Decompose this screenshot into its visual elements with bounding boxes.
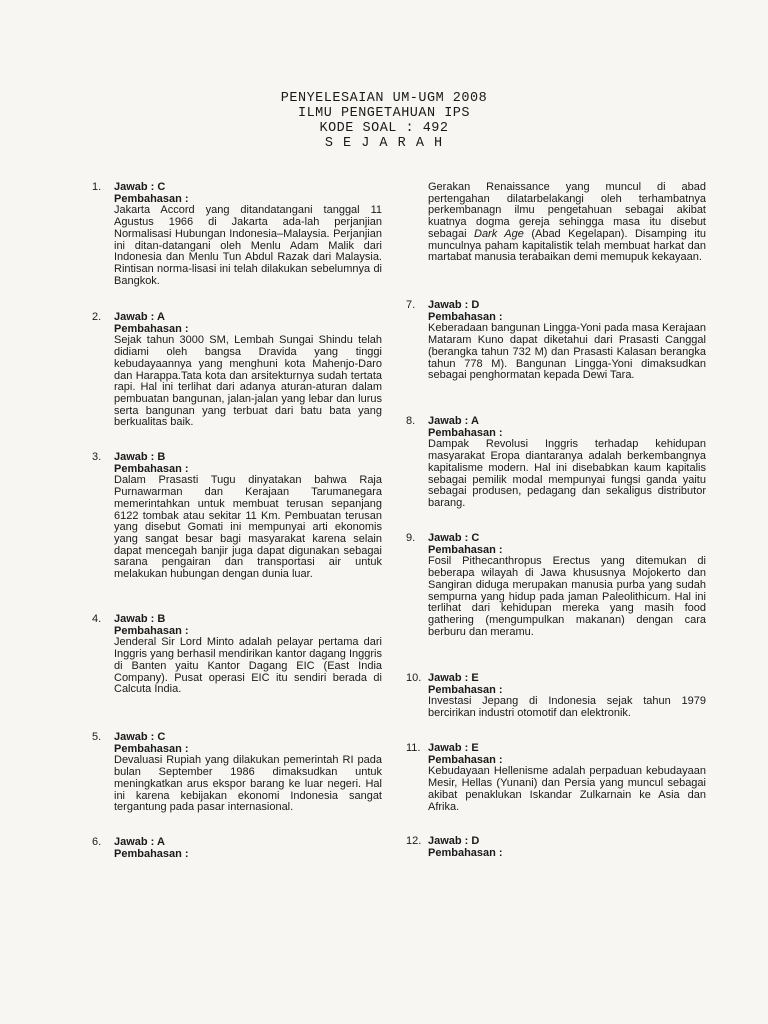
answer-key: Jawab : E <box>428 672 479 684</box>
explanation-label: Pembahasan : <box>114 322 189 335</box>
answer-item-12 <box>406 836 706 859</box>
answer-item-11 <box>406 743 706 813</box>
continued-text-italic: Dark Age <box>474 227 524 240</box>
item-number: 8. <box>406 415 416 427</box>
explanation-label: Pembahasan : <box>114 624 189 637</box>
answer-key: Jawab : A <box>114 311 165 323</box>
header-section: S E J A R A H <box>324 136 444 151</box>
answer-key: Jawab : C <box>114 181 166 193</box>
item-number: 1. <box>92 181 102 193</box>
continued-text-after: (Abad Kegelapan). Disamping itu munculnya paham kapitalistik telah membuat harkat dan martabat manusia terabaikan demi memupuk kekayaan. <box>428 227 706 264</box>
answer-item-2 <box>92 312 382 429</box>
answer-item-5 <box>92 732 382 814</box>
explanation-text: Devaluasi Rupiah yang dilakukan pemerintah RI pada bulan September 1986 dimaksudkan untuk meningkatkan arus ekspor barang ke luar negeri. Hal ini karena kebijakan ekonomi Indonesia sangat tergantung pada pasar internasional. <box>114 754 382 814</box>
answer-key: Jawab : C <box>428 532 480 544</box>
explanation-label: Pembahasan : <box>428 426 503 439</box>
answer-item-3 <box>92 452 382 581</box>
explanation-label: Pembahasan : <box>114 742 189 755</box>
item-number: 7. <box>406 299 416 311</box>
answer-item-8 <box>406 416 706 510</box>
explanation-text: Investasi Jepang di Indonesia sejak tahun 1979 bercirikan industri otomotif dan elektronik. <box>428 695 706 720</box>
answer-key: Jawab : E <box>428 742 479 754</box>
header-title: PENYELESAIAN UM-UGM 2008 <box>280 91 488 106</box>
item-number: 2. <box>92 311 102 323</box>
explanation-label: Pembahasan : <box>114 192 189 205</box>
explanation-text: Kebudayaan Hellenisme adalah perpaduan kebudayaan Mesir, Hellas (Yunani) dan Persia yang muncul sebagai akibat penaklukan Iskandar Zulkarnain ke Asia dan Afrika. <box>428 765 706 813</box>
answer-item-9 <box>406 533 706 638</box>
explanation-label: Pembahasan : <box>428 310 503 323</box>
explanation-text: Dalam Prasasti Tugu dinyatakan bahwa Raja Purnawarman dan Kerajaan Tarumanegara memerintahkan untuk membuat terusan sepanjang 6122 tombak atau sekitar 11 Km. Pembuatan terusan yang disebut Gomati ini mempunyai arti ekonomis yang sangat besar bagi masyarakat karena selain dapat mencegah banjir juga dapat digunakan sebagai sarana pengairan dan transportasi air untuk melakukan hubungan dengan dunia luar. <box>114 474 382 581</box>
explanation-label: Pembahasan : <box>428 753 503 766</box>
explanation-text: Jenderal Sir Lord Minto adalah pelayar pertama dari Inggris yang berhasil mendirikan kantor dagang Inggris di Banten yaitu Kantor Dagang EIC (East India Company). Pusat operasi EIC itu sendiri berada di Calcuta India. <box>114 636 382 696</box>
answer-key: Jawab : D <box>428 835 480 847</box>
answer-key: Jawab : B <box>114 613 166 625</box>
explanation-text: Sejak tahun 3000 SM, Lembah Sungai Shindu telah didiami oleh bangsa Dravida yang tinggi kebudayaannya yang menghuni kota Mahenjo-Daro dan Harappa.Tata kota dan arsitekturnya sudah tertata rapi. Hal ini terlihat dari adanya aturan-aturan dalam pembuatan bangunan, jalan-jalan yang lebar dan lurus serta bangunan yang terbuat dari batu bata yang berkualitas baik. <box>114 334 382 429</box>
explanation-label: Pembahasan : <box>428 683 503 696</box>
header-subject: ILMU PENGETAHUAN IPS <box>297 106 471 121</box>
item-number: 3. <box>92 451 102 463</box>
document-header <box>0 91 768 151</box>
answer-item-1 <box>92 182 382 287</box>
answer-item-4 <box>92 614 382 696</box>
item-number: 9. <box>406 532 416 544</box>
item-number: 4. <box>92 613 102 625</box>
explanation-text: Dampak Revolusi Inggris terhadap kehidupan masyarakat Eropa diantaranya adalah berkembangnya kapitalisme modern. Hal ini disebabkan kaum kapitalis sebagai pemilik modal mempunyai fungsi ganda yaitu sebagai produsen, pedagang dan sekaligus distributor barang. <box>428 438 706 509</box>
answer-key: Jawab : A <box>428 415 479 427</box>
explanation-label: Pembahasan : <box>114 462 189 475</box>
answer-item-6 <box>92 837 382 860</box>
item-number: 5. <box>92 731 102 743</box>
answer-key: Jawab : C <box>114 731 166 743</box>
answer-item-7 <box>406 300 706 382</box>
continued-text-before: Gerakan Renaissance yang muncul di abad pertengahan dilatarbelakangi oleh terhambatnya perkembanagn ilmu pengetahuan sebagai akibat kuatnya dogma gereja sehingga masa itu disebut sebagai <box>428 181 706 240</box>
item-number: 10. <box>406 672 422 684</box>
explanation-text: Keberadaan bangunan Lingga-Yoni pada masa Kerajaan Mataram Kuno dapat diketahui dari Prasasti Canggal (berangka tahun 732 M) dan Prasasti Kalasan berangka tahun 778 M). Bangunan Lingga-Yoni dimaksudkan sebagai penghormatan kepada Dewi Tara. <box>428 322 706 382</box>
continued-explanation-6 <box>406 182 706 264</box>
explanation-label: Pembahasan : <box>114 847 189 860</box>
explanation-label: Pembahasan : <box>428 846 503 859</box>
item-number: 6. <box>92 836 102 848</box>
item-number: 11. <box>406 742 421 754</box>
explanation-text: Fosil Pithecanthropus Erectus yang ditemukan di beberapa wilayah di Jawa khususnya Mojokerto dan Sangiran diduga merupakan manusia purba yang sudah sempurna yang hidup pada jaman Paleolithicum. Hal ini terlihat dari kehidupan mereka yang masih food gathering (mengumpulkan makanan) dengan cara berburu dan meramu. <box>428 555 706 638</box>
item-number: 12. <box>406 835 422 847</box>
answer-key: Jawab : D <box>428 299 480 311</box>
explanation-label: Pembahasan : <box>428 543 503 556</box>
answer-item-10 <box>406 673 706 720</box>
header-code: KODE SOAL : 492 <box>319 121 449 136</box>
answer-key: Jawab : A <box>114 836 165 848</box>
explanation-text: Jakarta Accord yang ditandatangani tanggal 11 Agustus 1966 di Jakarta ada-lah perjanjian Normalisasi Hubungan Indonesia–Malaysia. Perjanjian ini ditan-datangani oleh Menlu Adam Malik dari Indonesia dan Menlu Tun Abdul Razak dari Malaysia. Rintisan norma-lisasi ini telah dilakukan sebelumnya di Bangkok. <box>114 204 382 287</box>
answer-key: Jawab : B <box>114 451 166 463</box>
